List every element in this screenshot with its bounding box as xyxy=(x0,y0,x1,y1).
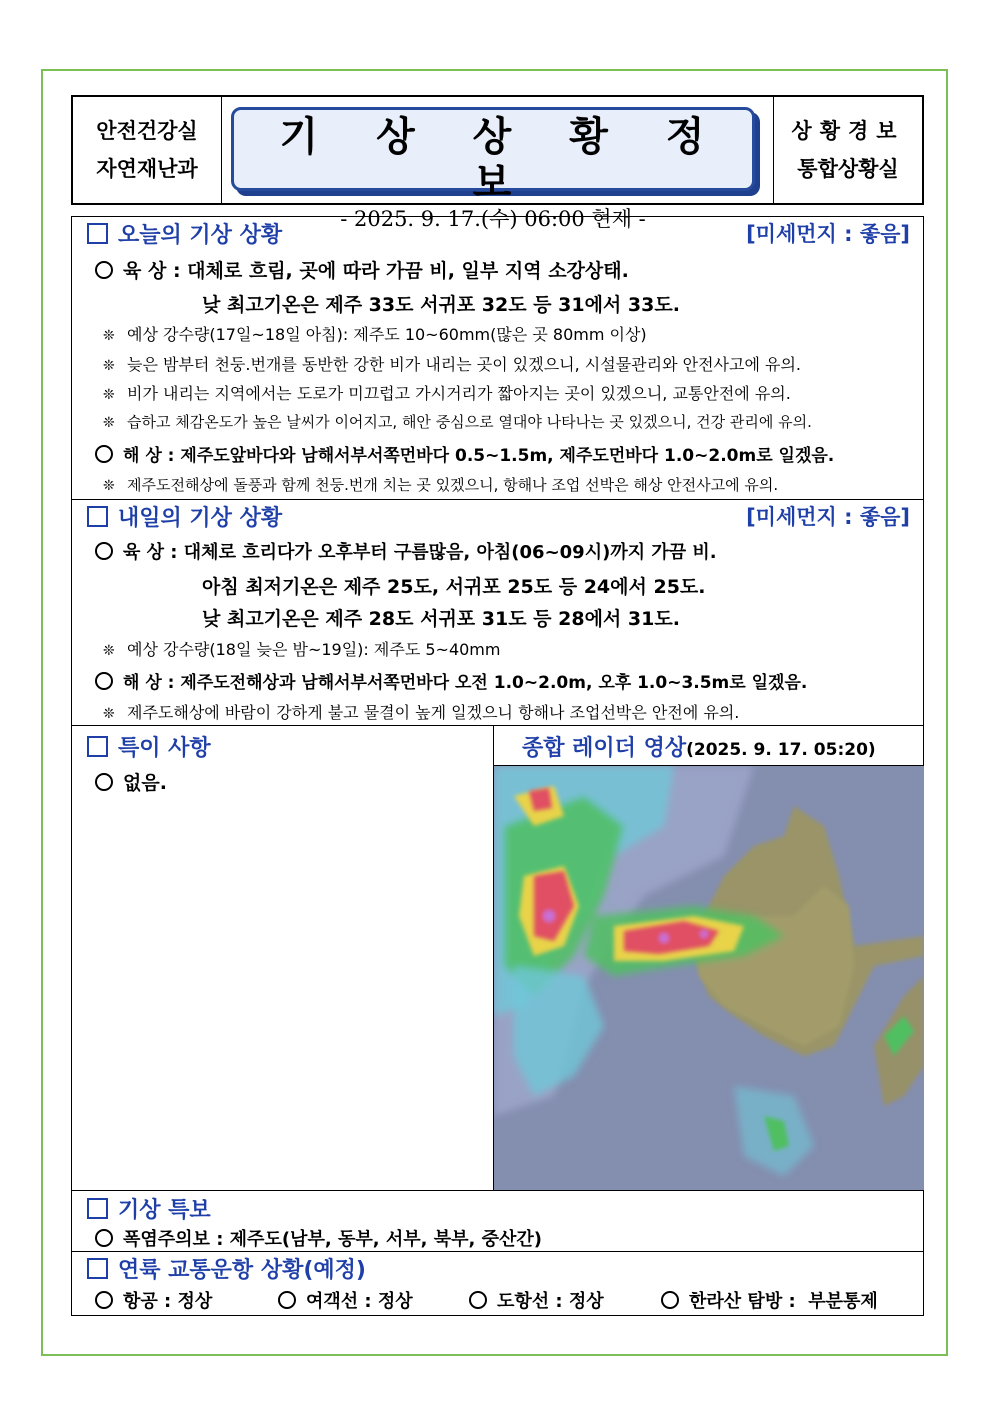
circle-bullet-icon xyxy=(95,773,113,791)
today-dust: [미세먼지 : 좋음] xyxy=(746,222,910,246)
checkbox-square-icon xyxy=(87,223,108,244)
asterisk-icon: ❊ xyxy=(103,415,115,431)
today-note xyxy=(103,352,801,375)
department-block xyxy=(73,97,222,203)
today-sea-note xyxy=(103,474,778,495)
radar-image xyxy=(494,766,924,1190)
tomorrow-heading xyxy=(87,501,282,532)
title-box xyxy=(231,107,755,231)
special-heading xyxy=(87,731,211,762)
circle-bullet-icon xyxy=(469,1291,487,1309)
today-sea-note-text: 제주도전해상에 돌풍과 함께 천둥.번개 치는 곳 있겠으니, 항해나 조업 선박은 해상 안전사고에 유의. xyxy=(127,476,779,494)
radar-map xyxy=(494,766,924,1190)
traffic-item xyxy=(661,1287,878,1313)
tomorrow-sea-note xyxy=(103,700,739,723)
circle-bullet-icon xyxy=(661,1291,679,1309)
tomorrow-sea-label: 해 상 : xyxy=(123,673,175,693)
today-land xyxy=(95,256,629,283)
today-land-label: 육 상 : xyxy=(123,260,181,282)
traffic-island-ship: 도항선 : 정상 xyxy=(497,1291,604,1312)
circle-bullet-icon xyxy=(95,261,113,279)
asterisk-icon: ❊ xyxy=(103,358,115,374)
tomorrow-land xyxy=(95,538,717,564)
today-sea xyxy=(95,441,834,466)
tomorrow-sea-text: 제주도전해상과 남해서부서쪽먼바다 오전 1.0~2.0m, 오후 1.0~3.5m로 일겠음. xyxy=(180,673,808,693)
circle-bullet-icon xyxy=(95,1291,113,1309)
special-item xyxy=(95,768,167,795)
today-sea-label: 해 상 : xyxy=(123,446,175,466)
special-heading-text: 특이 사항 xyxy=(118,736,211,761)
asterisk-icon: ❊ xyxy=(103,643,115,659)
today-note xyxy=(103,381,791,404)
circle-bullet-icon xyxy=(95,542,113,560)
warning-heading xyxy=(87,1193,211,1224)
tomorrow-dust: [미세먼지 : 좋음] xyxy=(746,505,910,529)
traffic-heading xyxy=(87,1253,366,1284)
traffic-air: 항공 : 정상 xyxy=(123,1291,213,1312)
checkbox-square-icon xyxy=(87,736,108,757)
department-line2: 자연재난과 xyxy=(96,157,198,181)
asterisk-icon: ❊ xyxy=(103,328,115,344)
checkbox-square-icon xyxy=(87,1198,108,1219)
tomorrow-land-temp2: 낮 최고기온은 제주 28도 서귀포 31도 등 28에서 31도. xyxy=(202,608,680,630)
office-line1: 상황경보 xyxy=(791,119,905,143)
today-note xyxy=(103,411,812,432)
today-heading xyxy=(87,218,282,249)
special-item-text: 없음. xyxy=(123,772,167,794)
office-line2: 통합상황실 xyxy=(797,157,899,181)
tomorrow-note-text: 예상 강수량(18일 늦은 밤~19일): 제주도 5~40mm xyxy=(127,640,501,659)
today-land-text: 대체로 흐림, 곳에 따라 가끔 비, 일부 지역 소강상태. xyxy=(187,260,629,282)
traffic-item xyxy=(278,1287,413,1313)
page-title: 기 상 상 황 정 보 xyxy=(279,114,727,206)
circle-bullet-icon xyxy=(278,1291,296,1309)
traffic-item xyxy=(95,1287,212,1313)
tomorrow-sea-note-text: 제주도해상에 바람이 강하게 불고 물결이 높게 일겠으니 항해나 조업선박은 안전에 유의. xyxy=(127,703,740,722)
tomorrow-land-temp1: 아침 최저기온은 제주 25도, 서귀포 25도 등 24에서 25도. xyxy=(202,576,706,598)
circle-bullet-icon xyxy=(95,672,113,690)
warning-heading-text: 기상 특보 xyxy=(118,1198,211,1223)
circle-bullet-icon xyxy=(95,445,113,463)
traffic-item xyxy=(469,1287,604,1313)
traffic-heading-text: 연륙 교통운항 상황(예정) xyxy=(118,1258,366,1283)
radar-time: (2025. 9. 17. 05:20) xyxy=(686,740,876,760)
traffic-hallasan: 한라산 탐방 : 부분통제 xyxy=(689,1291,878,1312)
radar-title: 종합 레이더 영상 xyxy=(522,736,687,761)
asterisk-icon: ❊ xyxy=(103,478,115,494)
today-note-text: 비가 내리는 지역에서는 도로가 미끄럽고 가시거리가 짧아지는 곳이 있겠으니, 교통안전에 유의. xyxy=(127,384,791,403)
tomorrow-note xyxy=(103,637,500,660)
tomorrow-land-text: 대체로 흐리다가 오후부터 구름많음, 아침(06~09시)까지 가끔 비. xyxy=(183,542,717,563)
header xyxy=(71,95,924,231)
traffic-ferry: 여객선 : 정상 xyxy=(306,1291,413,1312)
office-block xyxy=(773,97,922,203)
asterisk-icon: ❊ xyxy=(103,387,115,403)
today-note-text: 습하고 체감온도가 높은 날씨가 이어지고, 해안 중심으로 열대야 나타나는 곳 있겠으니, 건강 관리에 유의. xyxy=(127,413,812,431)
tomorrow-heading-text: 내일의 기상 상황 xyxy=(118,506,283,531)
asterisk-icon: ❊ xyxy=(103,706,115,722)
circle-bullet-icon xyxy=(95,1229,113,1247)
today-heading-text: 오늘의 기상 상황 xyxy=(118,223,283,248)
report-date: - 2025. 9. 17.(수) 06:00 현재 - xyxy=(340,207,646,231)
checkbox-square-icon xyxy=(87,506,108,527)
radar-heading xyxy=(522,731,876,762)
checkbox-square-icon xyxy=(87,1258,108,1279)
tomorrow-sea xyxy=(95,668,807,693)
today-note xyxy=(103,322,647,345)
warning-item xyxy=(95,1225,542,1251)
today-note-text: 예상 강수량(17일~18일 아침): 제주도 10~60mm(많은 곳 80mm 이상) xyxy=(127,325,647,344)
today-note-text: 늦은 밤부터 천둥.번개를 동반한 강한 비가 내리는 곳이 있겠으니, 시설물관리와 안전사고에 유의. xyxy=(127,355,801,374)
department-line1: 안전건강실 xyxy=(96,119,198,143)
today-land-temp: 낮 최고기온은 제주 33도 서귀포 32도 등 31에서 33도. xyxy=(202,294,680,316)
warning-item-text: 폭염주의보 : 제주도(남부, 동부, 서부, 북부, 중산간) xyxy=(123,1229,542,1250)
today-sea-text: 제주도앞바다와 남해서부서쪽먼바다 0.5~1.5m, 제주도먼바다 1.0~2.0m로 일겠음. xyxy=(180,446,835,466)
tomorrow-land-label: 육 상 : xyxy=(123,542,178,563)
